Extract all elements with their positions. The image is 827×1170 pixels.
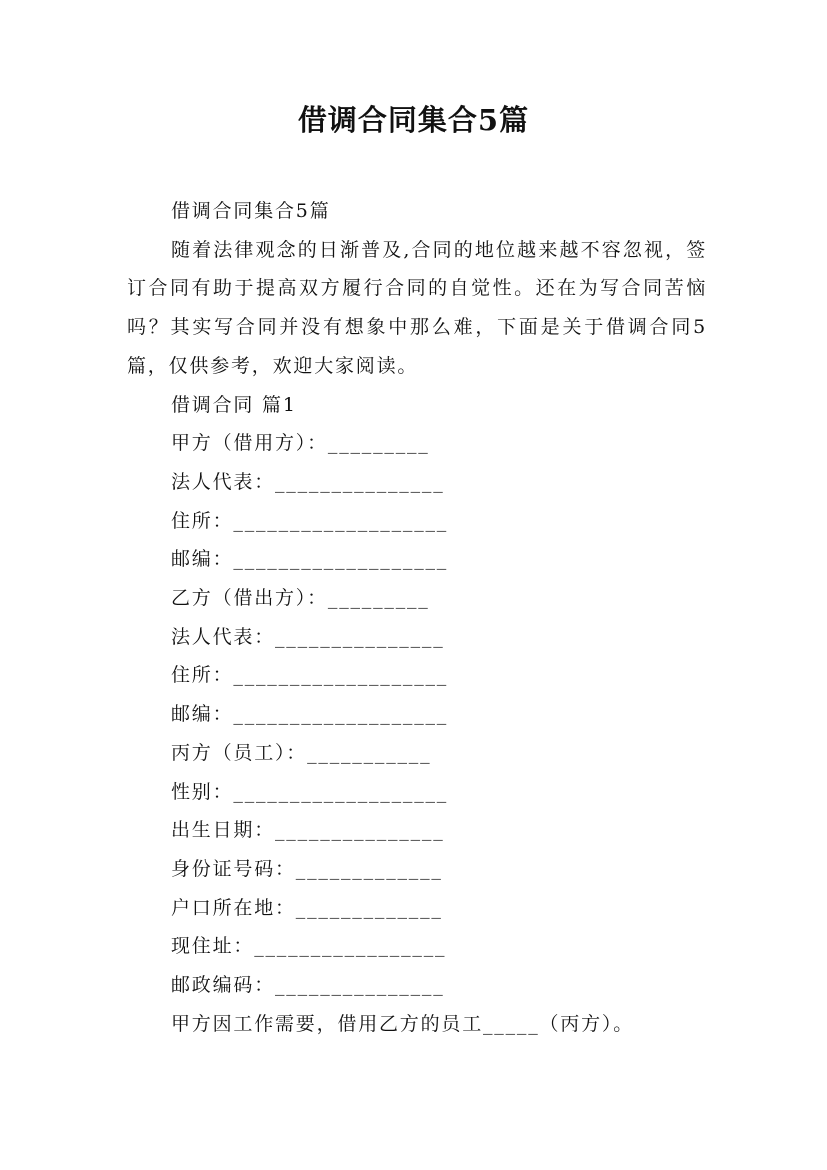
document-subtitle: 借调合同集合5篇	[171, 200, 331, 222]
field-party-a: 甲方（借用方）：_________	[171, 432, 430, 455]
document-body	[127, 192, 707, 1043]
field-party-a-address: 住所：___________________	[171, 509, 449, 532]
field-party-b-legal-rep: 法人代表：_______________	[171, 625, 445, 648]
field-current-address: 现住址：_________________	[171, 935, 447, 958]
document-title: 借调合同集合5篇	[297, 103, 530, 137]
field-gender: 性别：___________________	[171, 780, 449, 803]
field-household-registration: 户口所在地：_____________	[171, 896, 443, 919]
field-party-a-postcode: 邮编：___________________	[171, 548, 449, 571]
field-party-a-legal-rep: 法人代表：_______________	[171, 470, 445, 493]
field-birth-date: 出生日期：_______________	[171, 819, 445, 842]
section-heading: 借调合同 篇1	[171, 393, 297, 416]
field-id-number: 身份证号码：_____________	[171, 857, 443, 880]
field-party-b-address: 住所：___________________	[171, 664, 449, 687]
field-party-c: 丙方（员工）：___________	[171, 741, 432, 764]
field-party-b: 乙方（借出方）：_________	[171, 587, 430, 610]
field-party-b-postcode: 邮编：___________________	[171, 703, 449, 726]
closing-line: 甲方因工作需要，借用乙方的员工_____（丙方）。	[171, 1012, 635, 1035]
field-postal-code: 邮政编码：_______________	[171, 974, 445, 997]
intro-paragraph: 随着法律观念的日渐普及,合同的地位越来越不容忽视，签订合同有助于提高双方履行合同的自觉性。还在为写合同苦恼吗？其实写合同并没有想象中那么难，下面是关于借调合同5篇，仅供参考，欢迎大家阅读。	[127, 238, 707, 377]
